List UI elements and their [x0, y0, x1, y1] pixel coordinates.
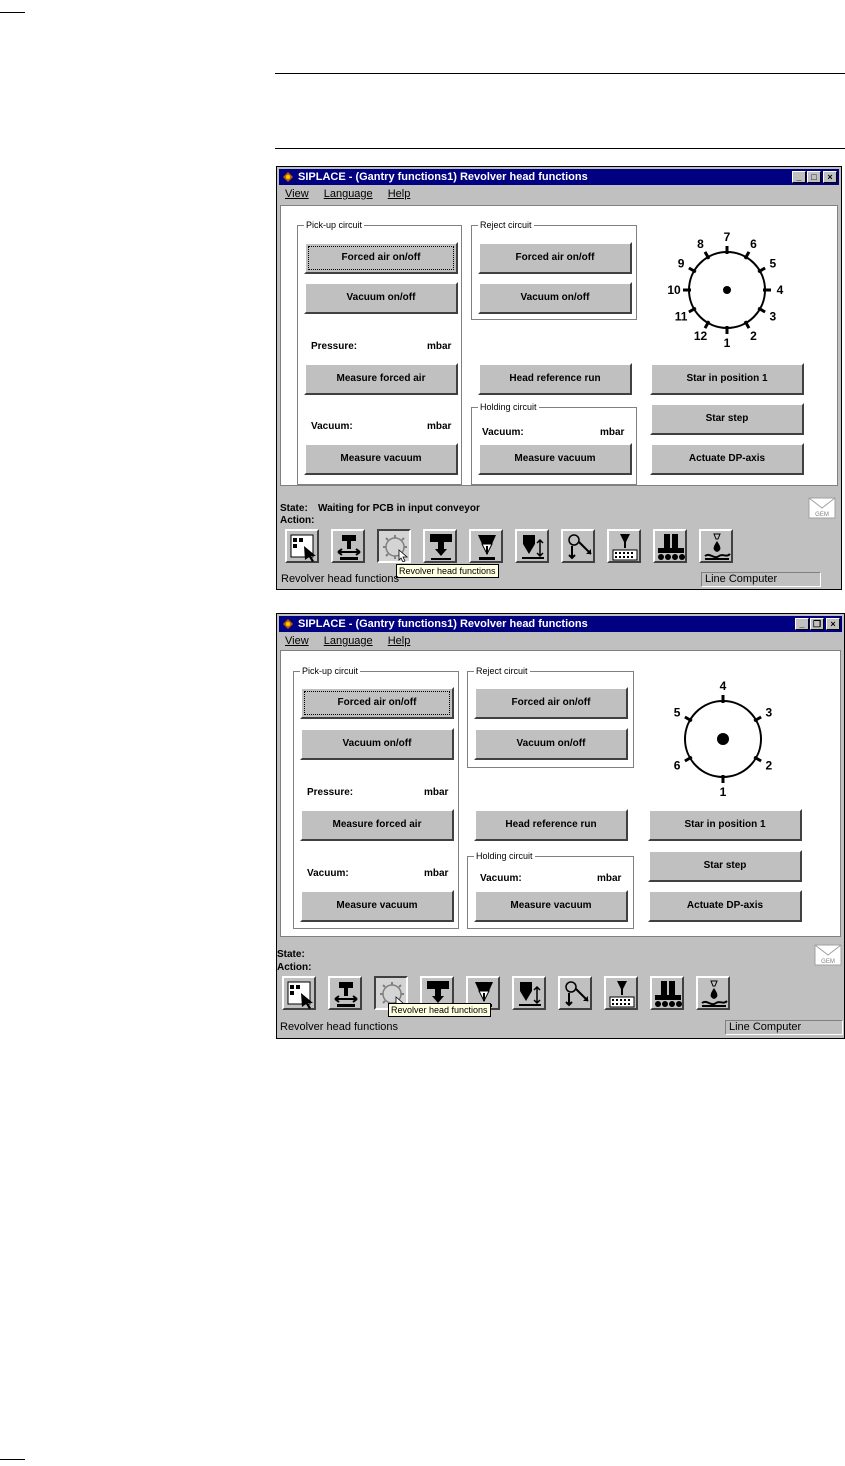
dial-number: 5 — [769, 256, 777, 271]
holding-circuit-label: Holding circuit — [480, 402, 537, 412]
dial-number: 10 — [667, 283, 681, 297]
status-bar-text: Revolver head functions — [280, 1021, 399, 1033]
gem-mail-icon[interactable] — [814, 944, 842, 966]
pickup-measure-vacuum-button[interactable]: Measure vacuum — [304, 443, 458, 475]
feeder-icon — [610, 532, 640, 562]
title-bar — [279, 616, 842, 632]
select-arrow-icon — [288, 532, 318, 562]
toolbar-button-feeder[interactable] — [604, 976, 638, 1010]
svg-text:GEM: GEM — [821, 959, 835, 965]
toolbar-button-conveyor[interactable] — [650, 976, 684, 1010]
minimize-button[interactable]: _ — [795, 618, 809, 630]
dial-number: 6 — [750, 237, 757, 252]
toolbar-button-conveyor[interactable] — [653, 529, 687, 563]
toolbar-button-dispense[interactable] — [699, 529, 733, 563]
pressure-label: Pressure: — [307, 787, 354, 798]
restore-button[interactable]: ❐ — [810, 618, 824, 630]
siplace-app-icon — [282, 618, 294, 630]
pickup-vacuum-button[interactable]: Vacuum on/off — [300, 728, 454, 760]
dial-number: 3 — [769, 309, 777, 324]
state-label: State: — [277, 949, 305, 960]
holding-circuit-label: Holding circuit — [476, 851, 533, 861]
menu-bar — [279, 186, 839, 202]
gantry-move-icon — [331, 979, 361, 1009]
placement-head-icon — [426, 532, 456, 562]
dispense-icon — [702, 532, 732, 562]
measure-forced-air-button[interactable]: Measure forced air — [304, 363, 458, 395]
siplace-app-icon — [282, 171, 294, 183]
holding-measure-vacuum-button[interactable]: Measure vacuum — [474, 890, 628, 922]
close-button[interactable]: × — [826, 618, 840, 630]
menu-help[interactable]: Help — [387, 635, 411, 647]
function-panel — [280, 205, 838, 486]
function-toolbar — [285, 529, 745, 565]
toolbar-button-pipette[interactable] — [512, 976, 546, 1010]
revolver-star-dial-6 — [658, 673, 788, 798]
nozzle-icon — [472, 532, 502, 562]
toolbar-button-gantry-move[interactable] — [328, 976, 362, 1010]
pickup-vacuum-button[interactable]: Vacuum on/off — [304, 282, 458, 314]
dial-number: 6 — [673, 758, 681, 773]
star-step-button[interactable]: Star step — [650, 403, 804, 435]
minimize-button[interactable]: _ — [792, 171, 806, 183]
pipette-icon — [515, 979, 545, 1009]
function-toolbar — [282, 976, 742, 1012]
reject-forced-air-button[interactable]: Forced air on/off — [474, 687, 628, 719]
star-position-1-button[interactable]: Star in position 1 — [648, 809, 802, 841]
component-sensor-icon — [564, 532, 594, 562]
toolbar-button-nozzle[interactable] — [469, 529, 503, 563]
toolbar-button-component-sensor[interactable] — [561, 529, 595, 563]
pipette-icon — [518, 532, 548, 562]
dispense-icon — [699, 979, 729, 1009]
window-title: SIPLACE - (Gantry functions1) Revolver head functions — [298, 171, 588, 183]
dial-number: 8 — [697, 237, 704, 252]
holding-vacuum-label: Vacuum: — [482, 427, 524, 438]
star-step-button[interactable]: Star step — [648, 850, 802, 882]
toolbar-button-dispense[interactable] — [696, 976, 730, 1010]
component-sensor-icon — [561, 979, 591, 1009]
toolbar-button-pipette[interactable] — [515, 529, 549, 563]
state-value: Waiting for PCB in input conveyor — [318, 503, 480, 514]
pickup-forced-air-button[interactable]: Forced air on/off — [300, 687, 454, 719]
toolbar-button-placement-head[interactable] — [423, 529, 457, 563]
action-label: Action: — [277, 962, 312, 973]
dial-number: 5 — [673, 705, 681, 720]
pressure-unit: mbar — [424, 787, 449, 798]
page-top-short-rule — [0, 12, 25, 13]
close-button[interactable]: × — [823, 171, 837, 183]
head-reference-run-button[interactable]: Head reference run — [474, 809, 628, 841]
actuate-dp-axis-button[interactable]: Actuate DP-axis — [648, 890, 802, 922]
window-title: SIPLACE - (Gantry functions1) Revolver head functions — [298, 618, 588, 630]
reject-circuit-label: Reject circuit — [476, 666, 528, 676]
menu-language[interactable]: Language — [323, 188, 373, 200]
menu-view[interactable]: View — [285, 635, 309, 647]
revolver-head-icon — [380, 532, 410, 562]
pickup-vacuum-label: Vacuum: — [311, 421, 353, 432]
page-bottom-short-rule — [0, 1459, 25, 1460]
dial-number: 9 — [677, 256, 685, 271]
toolbar-button-select-arrow[interactable] — [285, 529, 319, 563]
toolbar-button-select-arrow[interactable] — [282, 976, 316, 1010]
conveyor-icon — [656, 532, 686, 562]
dial-number: 4 — [719, 679, 727, 693]
header-rule-top — [275, 73, 845, 74]
dial-number: 11 — [674, 309, 688, 324]
toolbar-button-gantry-move[interactable] — [331, 529, 365, 563]
star-position-1-button[interactable]: Star in position 1 — [650, 363, 804, 395]
feeder-icon — [607, 979, 637, 1009]
state-label: State: — [280, 503, 308, 514]
toolbar-button-feeder[interactable] — [607, 529, 641, 563]
reject-forced-air-button[interactable]: Forced air on/off — [478, 242, 632, 274]
gem-mail-icon[interactable] — [808, 497, 836, 519]
reject-vacuum-button[interactable]: Vacuum on/off — [474, 728, 628, 760]
head-reference-run-button[interactable]: Head reference run — [478, 363, 632, 395]
dial-number: 1 — [723, 336, 731, 349]
gantry-move-icon — [334, 532, 364, 562]
window-revolver-head-2 — [276, 613, 845, 1039]
status-bar-line-computer: Line Computer — [701, 572, 821, 587]
dial-number: 1 — [719, 785, 727, 798]
header-rule-bottom — [275, 148, 845, 149]
conveyor-icon — [653, 979, 683, 1009]
dial-number: 3 — [765, 705, 773, 720]
menu-help[interactable]: Help — [387, 188, 411, 200]
maximize-button[interactable]: □ — [807, 171, 821, 183]
menu-view[interactable]: View — [285, 188, 309, 200]
title-bar — [279, 169, 839, 185]
function-panel — [280, 650, 841, 937]
pickup-vacuum-unit: mbar — [424, 868, 449, 879]
dial-number: 12 — [693, 328, 708, 343]
dial-number: 4 — [776, 283, 784, 297]
pickup-vacuum-unit: mbar — [427, 421, 452, 432]
measure-forced-air-button[interactable]: Measure forced air — [300, 809, 454, 841]
toolbar-button-component-sensor[interactable] — [558, 976, 592, 1010]
toolbar-tooltip: Revolver head functions — [388, 1003, 491, 1017]
pickup-circuit-label: Pick-up circuit — [302, 666, 359, 676]
select-arrow-icon — [285, 979, 315, 1009]
status-bar-text: Revolver head functions — [281, 573, 400, 585]
toolbar-tooltip: Revolver head functions — [396, 564, 499, 578]
dial-number: 2 — [765, 758, 773, 773]
actuate-dp-axis-button[interactable]: Actuate DP-axis — [650, 443, 804, 475]
holding-vacuum-unit: mbar — [600, 427, 625, 438]
revolver-star-dial-12 — [662, 224, 792, 349]
holding-vacuum-label: Vacuum: — [480, 873, 522, 884]
holding-measure-vacuum-button[interactable]: Measure vacuum — [478, 443, 632, 475]
pickup-measure-vacuum-button[interactable]: Measure vacuum — [300, 890, 454, 922]
svg-text:GEM: GEM — [815, 512, 829, 518]
window-revolver-head-1 — [276, 166, 842, 590]
reject-circuit-label: Reject circuit — [480, 220, 532, 230]
dial-number: 2 — [750, 328, 757, 343]
action-label: Action: — [280, 515, 315, 526]
pressure-label: Pressure: — [311, 341, 358, 352]
holding-vacuum-unit: mbar — [597, 873, 622, 884]
reject-vacuum-button[interactable]: Vacuum on/off — [478, 282, 632, 314]
dial-number: 7 — [723, 230, 731, 244]
pickup-forced-air-button[interactable]: Forced air on/off — [304, 242, 458, 274]
menu-bar — [279, 633, 842, 649]
pickup-circuit-label: Pick-up circuit — [306, 220, 363, 230]
pressure-unit: mbar — [427, 341, 452, 352]
pickup-vacuum-label: Vacuum: — [307, 868, 349, 879]
menu-language[interactable]: Language — [323, 635, 373, 647]
toolbar-button-revolver-head[interactable] — [377, 529, 411, 563]
status-bar-line-computer: Line Computer — [725, 1020, 843, 1035]
